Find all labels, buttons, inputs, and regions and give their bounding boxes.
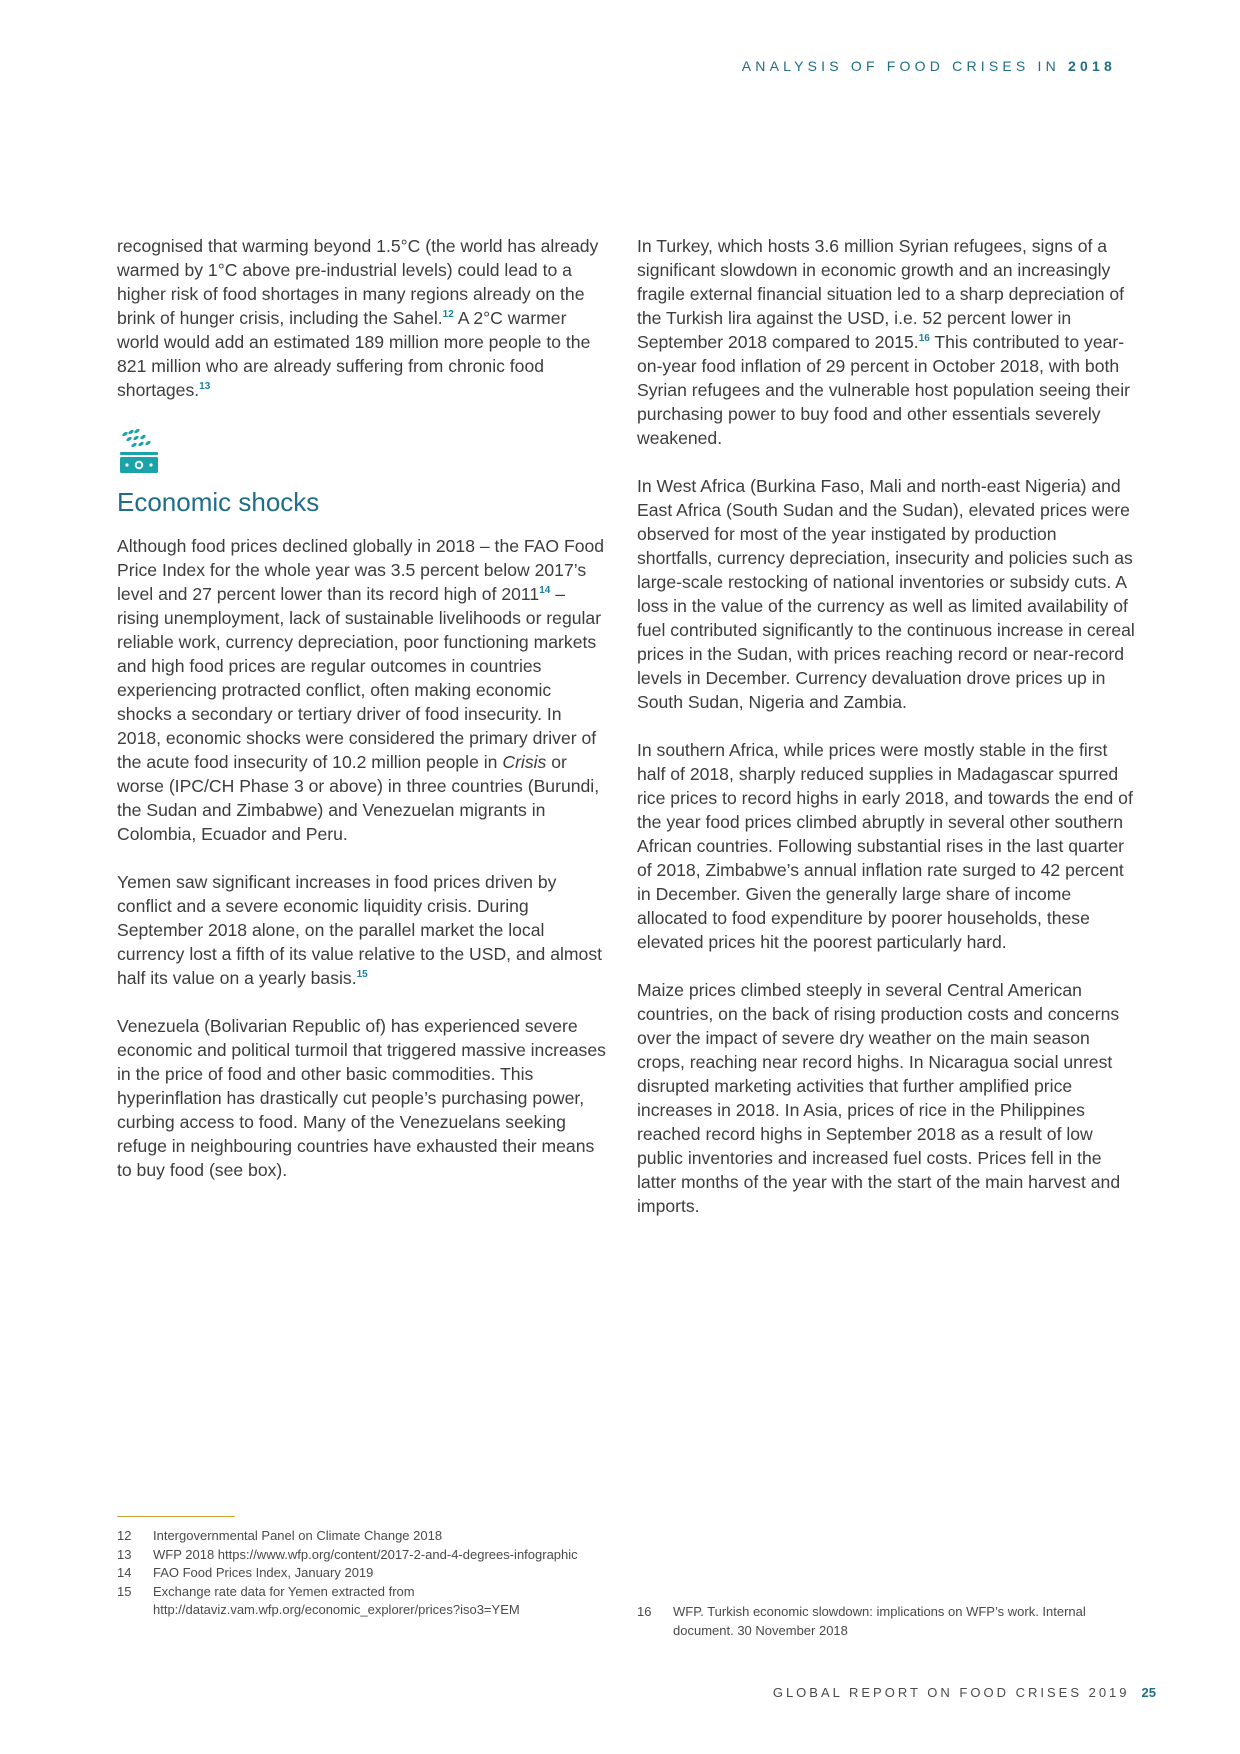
running-footer xyxy=(773,1685,1156,1700)
footnote-divider xyxy=(117,1516,235,1517)
footnote-ref[interactable]: 13 xyxy=(199,381,211,393)
right-column xyxy=(637,234,1135,1242)
paragraph: recognised that warming beyond 1.5°C (the world has already warmed by 1°C above pre-industrial levels) could lead to a higher risk of food shortages in many regions already on the brink of hunger crisis, including the Sahel.$^{12}$ A 2°C warmer world would add an estimated 189 million more people to the 821 million who are already suffering from chronic food shortages.$^{13}$ xyxy=(117,236,599,400)
footnote: 14 FAO Food Prices Index, January 2019 xyxy=(117,1565,374,1580)
paragraph: Yemen saw significant increases in food prices driven by conflict and a severe economic liquidity crisis. During September 2018 alone, on the parallel market the local currency lost a fifth of its value relative to the USD, and almost half its value on a yearly basis.$^{15}$ xyxy=(117,872,603,988)
header-year: 2018 xyxy=(1068,58,1116,74)
footnote-ref[interactable]: 14 xyxy=(539,585,551,597)
running-header xyxy=(742,58,1116,74)
paragraph: Venezuela (Bolivarian Republic of) has experienced severe economic and political turmoil that triggered massive increases in the price of food and other basic commodities. This hyperinflation has drastically cut people’s purchasing power, curbing access to food. Many of the Venezuelans seeking refuge in neighbouring countries have exhausted their means to buy food (see box). xyxy=(117,1016,606,1180)
wheat-money-icon xyxy=(117,426,161,474)
paragraph: In Turkey, which hosts 3.6 million Syrian refugees, signs of a significant slowdown in economic growth and an increasingly fragile external financial situation led to a sharp depreciation of the Turkish lira against the USD, i.e. 52 percent lower in September 2018 compared to 2015.16 This contributed to year-on-year food inflation of 29 percent in October 2018, with both Syrian refugees and the vulnerable host population seeing their purchasing power to buy food and other essentials severely weakened. xyxy=(637,236,1130,448)
section-title: Economic shocks xyxy=(117,487,320,517)
header-title: ANALYSIS OF FOOD CRISES IN xyxy=(741,58,1060,74)
footnote-ref[interactable]: 15 xyxy=(356,969,368,981)
footnote-ref[interactable]: 12 xyxy=(442,309,454,321)
paragraph: In West Africa (Burkina Faso, Mali and north-east Nigeria) and East Africa (South Sudan and the Sudan), elevated prices were observed for most of the year instigated by production shortfalls, currency depreciation, insecurity and policies such as large-scale restocking of national inventories or subsidy cuts. A loss in the value of the currency as well as limited availability of fuel contributed significantly to the continuous increase in cereal prices in the Sudan, with prices reaching record or near-record levels in December. Currency devaluation drove prices up in South Sudan, Nigeria and Zambia. xyxy=(637,476,1135,712)
footnote: 16 WFP. Turkish economic slowdown: implications on WFP’s work. Internal document. 30 November 2018 xyxy=(637,1604,1086,1638)
paragraph: In southern Africa, while prices were mostly stable in the first half of 2018, sharply reduced supplies in Madagascar spurred rice prices to record highs in early 2018, and towards the end of the year food prices climbed abruptly in several other southern African countries. Following substantial rises in the last quarter of 2018, Zimbabwe’s annual inflation rate surged to 42 percent in December. Given the generally large share of income allocated to food expenditure by poorer households, these elevated prices hit the poorest particularly hard. xyxy=(637,740,1133,952)
left-column xyxy=(117,234,609,1206)
footnote-ref[interactable]: 16 xyxy=(918,333,930,345)
page-number: 25 xyxy=(1141,1685,1156,1700)
footnote: 13 WFP 2018 https://www.wfp.org/content/2017-2-and-4-degrees-infographic xyxy=(117,1546,578,1562)
footnotes-left xyxy=(117,1527,597,1620)
footer-title: GLOBAL REPORT ON FOOD CRISES 2019 xyxy=(772,1685,1130,1700)
footnote: 12 Intergovernmental Panel on Climate Change 2018 xyxy=(117,1528,443,1543)
footnotes-right xyxy=(637,1603,1117,1640)
paragraph: Maize prices climbed steeply in several Central American countries, on the back of rising production costs and concerns over the impact of severe dry weather on the main season crops, reaching near record highs. In Nicaragua social unrest disrupted marketing activities that further amplified price increases in 2018. In Asia, prices of rice in the Philippines reached record highs in September 2018 as a result of low public inventories and increased fuel costs. Prices fell in the latter months of the year with the start of the main harvest and imports. xyxy=(637,980,1121,1216)
footnote: 15 Exchange rate data for Yemen extracted from http://dataviz.vam.wfp.org/economic_explorer/prices?iso3=YEM xyxy=(117,1583,520,1617)
paragraph: Although food prices declined globally in 2018 – the FAO Food Price Index for the whole year was 3.5 percent below 2017’s level and 27 percent lower than its record high of 2011$^{14}$ – rising unemployment, lack of sustainable livelihoods or regular reliable work, currency depreciation, poor functioning markets and high food prices are regular outcomes in countries experiencing protracted conflict, often making economic shocks a secondary or tertiary driver of food insecurity. In 2018, economic shocks were considered the primary driver of the acute food insecurity of 10.2 million people in Crisis or worse (IPC/CH Phase 3 or above) in three countries (Burundi, the Sudan and Zimbabwe) and Venezuelan migrants in Colombia, Ecuador and Peru. xyxy=(117,536,605,844)
